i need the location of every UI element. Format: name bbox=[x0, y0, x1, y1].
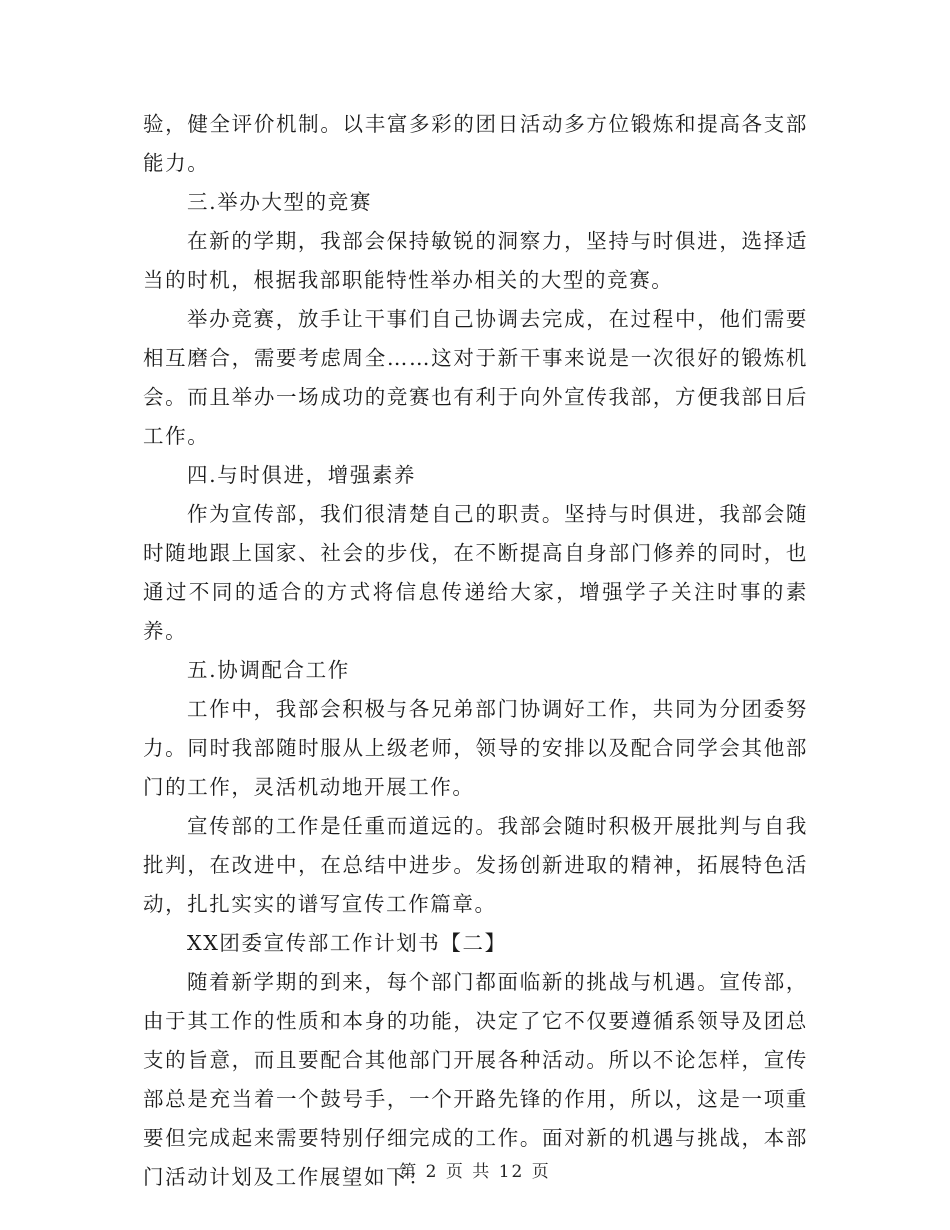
document-subtitle: XX团委宣传部工作计划书【二】 bbox=[187, 931, 507, 955]
paragraph: 举办竞赛，放手让干事们自己协调去完成，在过程中，他们需要相互磨合，需要考虑周全……这对于新干事来说是一次很好的锻炼机会。而且举办一场成功的竞赛也有利于向外宣传我部，方便我部日后工作。 bbox=[143, 307, 808, 448]
paragraph: 工作中，我部会积极与各兄弟部门协调好工作，共同为分团委努力。同时我部随时服从上级老师，领导的安排以及配合同学会其他部门的工作，灵活机动地开展工作。 bbox=[143, 697, 808, 799]
paragraph: 宣传部的工作是任重而道远的。我部会随时积极开展批判与自我批判，在改进中，在总结中进步。发扬创新进取的精神，拓展特色活动，扎扎实实的谱写宣传工作篇章。 bbox=[143, 814, 808, 916]
section-heading: 五.协调配合工作 bbox=[187, 658, 350, 682]
paragraph: 在新的学期，我部会保持敏锐的洞察力，坚持与时俱进，选择适当的时机，根据我部职能特性举办相关的大型的竞赛。 bbox=[143, 229, 808, 292]
paragraph: 作为宣传部，我们很清楚自己的职责。坚持与时俱进，我部会随时随地跟上国家、社会的步伐，在不断提高自身部门修养的同时，也通过不同的适合的方式将信息传递给大家，增强学子关注时事的素养。 bbox=[143, 502, 808, 643]
section-heading: 四.与时俱进，增强素养 bbox=[187, 463, 417, 487]
page-number-footer: 第 2 页 共 12 页 bbox=[399, 1162, 551, 1182]
paragraph: 随着新学期的到来，每个部门都面临新的挑战与机遇。宣传部，由于其工作的性质和本身的功能，决定了它不仅要遵循系领导及团总支的旨意，而且要配合其他部门开展各种活动。所以不论怎样，宣传部总是充当着一个鼓号手，一个开路先锋的作用，所以，这是一项重要但完成起来需要特别仔细完成的工作。面对新的机遇与挑战，本部门活动计划及工作展望如下： bbox=[143, 970, 808, 1189]
document-body bbox=[143, 105, 808, 1197]
paragraph: 验，健全评价机制。以丰富多彩的团日活动多方位锻炼和提高各支部能力。 bbox=[143, 112, 808, 175]
section-heading: 三.举办大型的竞赛 bbox=[187, 190, 372, 214]
